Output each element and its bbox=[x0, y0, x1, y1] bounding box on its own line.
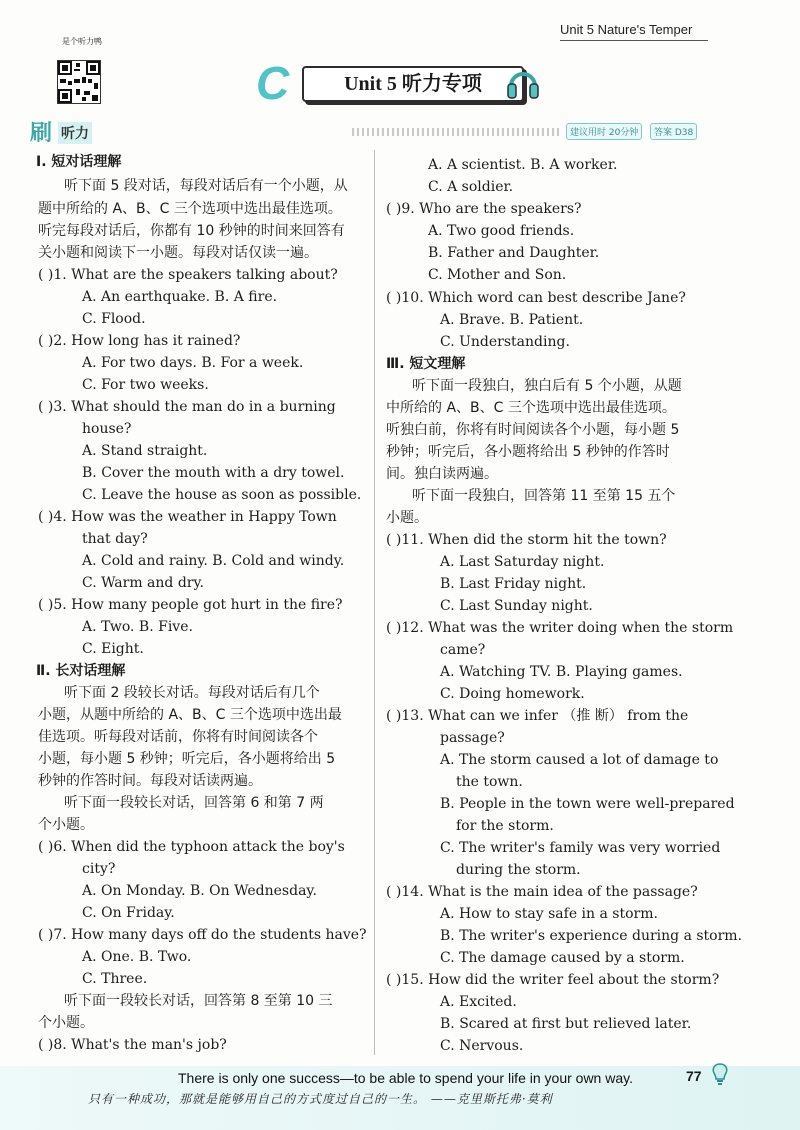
answer-option: B. Cover the mouth with a dry towel. bbox=[82, 465, 345, 481]
brush-logo: 刷 bbox=[30, 121, 53, 146]
answer-option: C. Eight. bbox=[82, 641, 144, 657]
instruction-line: 听完每段对话后，你都有 10 秒钟的时间来回答有 bbox=[38, 223, 345, 239]
question-stem: ( )13. What can we infer （推 断） from the bbox=[386, 708, 689, 724]
question-stem: ( )6. When did the typhoon attack the boy's bbox=[38, 839, 345, 855]
answer-option: C. Last Sunday night. bbox=[440, 598, 593, 614]
question-stem: ( )10. Which word can best describe Jane? bbox=[386, 290, 686, 306]
answer-option: A. For two days. B. For a week. bbox=[82, 355, 304, 371]
answer-option: C. Three. bbox=[82, 971, 148, 987]
answer-option: A. How to stay safe in a storm. bbox=[440, 906, 658, 922]
answer-option: C. For two weeks. bbox=[82, 377, 209, 393]
decorative-stripe bbox=[352, 128, 562, 136]
instruction-line: 听下面一段独白，独白后有 5 个小题，从题 bbox=[412, 378, 682, 394]
instruction-line: 小题，从题中所给的 A、B、C 三个选项中选出最 bbox=[38, 707, 342, 723]
banner-letter: C bbox=[256, 57, 290, 109]
text-line: passage? bbox=[440, 730, 505, 746]
answer-option: A. Two. B. Five. bbox=[82, 619, 193, 635]
answer-option: A. Watching TV. B. Playing games. bbox=[440, 664, 683, 680]
answer-option: A. On Monday. B. On Wednesday. bbox=[82, 883, 317, 899]
unit-title-banner bbox=[256, 57, 536, 109]
instruction-line: 听下面一段较长对话，回答第 6 和第 7 两 bbox=[64, 795, 324, 811]
answer-page-tag: 答案 D38 bbox=[650, 123, 697, 140]
answer-option: A. Last Saturday night. bbox=[440, 554, 605, 570]
question-stem: ( )14. What is the main idea of the passage? bbox=[386, 884, 698, 900]
instruction-line: 秒钟；听完后，各小题将给出 5 秒钟的作答时 bbox=[386, 444, 670, 460]
instruction-line: 听独白前，你将有时间阅读各个小题，每小题 5 bbox=[386, 422, 680, 438]
question-stem: ( )11. When did the storm hit the town? bbox=[386, 532, 667, 548]
question-stem: ( )8. What's the man's job? bbox=[38, 1037, 227, 1053]
text-line: during the storm. bbox=[456, 862, 581, 878]
instruction-line: 佳选项。听每段对话前，你将有时间阅读各个 bbox=[38, 729, 318, 745]
section-heading: Ⅰ. 短对话理解 bbox=[36, 154, 122, 170]
instruction-line: 间。独白读两遍。 bbox=[386, 466, 498, 482]
instruction-line: 关小题和阅读下一小题。每段对话仅读一遍。 bbox=[38, 245, 318, 261]
answer-option: A. A scientist. B. A worker. bbox=[428, 157, 618, 173]
answer-option: A. The storm caused a lot of damage to bbox=[440, 752, 719, 768]
instruction-line: 听下面一段较长对话，回答第 8 至第 10 三 bbox=[64, 993, 333, 1009]
page-number: 77 bbox=[686, 1068, 702, 1084]
text-line: city? bbox=[82, 861, 116, 877]
section-tag-listening: 听力 bbox=[58, 122, 92, 144]
answer-option: C. On Friday. bbox=[82, 905, 175, 921]
answer-option: B. The writer's experience during a storm. bbox=[440, 928, 743, 944]
question-stem: ( )12. What was the writer doing when the storm bbox=[386, 620, 734, 636]
question-stem: ( )5. How many people got hurt in the fire? bbox=[38, 597, 343, 613]
unit-running-head: Unit 5 Nature's Temper bbox=[560, 22, 693, 37]
instruction-line: 中所给的 A、B、C 三个选项中选出最佳选项。 bbox=[386, 400, 676, 416]
answer-option: C. Nervous. bbox=[440, 1038, 524, 1054]
header-rule bbox=[560, 40, 708, 41]
question-stem: ( )2. How long has it rained? bbox=[38, 333, 241, 349]
instruction-line: 听下面一段独白，回答第 11 至第 15 五个 bbox=[412, 488, 676, 504]
answer-option: C. Mother and Son. bbox=[428, 267, 567, 283]
footer-quote-chinese: 只有一种成功，那就是能够用自己的方式度过自己的一生。 ——克里斯托弗·莫利 bbox=[88, 1092, 553, 1106]
page-title: Unit 5 听力专项 bbox=[302, 66, 524, 102]
qr-label: 是个听力鸭 bbox=[62, 37, 102, 46]
question-stem: ( )3. What should the man do in a burning bbox=[38, 399, 336, 415]
instruction-line: 听下面 5 段对话，每段对话后有一个小题，从 bbox=[64, 178, 348, 194]
section-heading: Ⅲ. 短文理解 bbox=[386, 356, 466, 372]
answer-option: C. Doing homework. bbox=[440, 686, 585, 702]
answer-option: C. Leave the house as soon as possible. bbox=[82, 487, 362, 503]
instruction-line: 个小题。 bbox=[38, 1015, 94, 1031]
answer-option: A. Cold and rainy. B. Cold and windy. bbox=[82, 553, 345, 569]
answer-option: C. The damage caused by a storm. bbox=[440, 950, 685, 966]
instruction-line: 个小题。 bbox=[38, 817, 94, 833]
answer-option: B. People in the town were well-prepared bbox=[440, 796, 735, 812]
instruction-line: 小题，每小题 5 秒钟；听完后，各小题将给出 5 bbox=[38, 751, 336, 767]
qr-code-icon[interactable] bbox=[57, 60, 101, 104]
question-stem: ( )4. How was the weather in Happy Town bbox=[38, 509, 337, 525]
answer-option: A. Excited. bbox=[440, 994, 517, 1010]
answer-option: A. One. B. Two. bbox=[82, 949, 192, 965]
answer-option: B. Father and Daughter. bbox=[428, 245, 600, 261]
answer-option: A. Brave. B. Patient. bbox=[440, 312, 584, 328]
section-heading: Ⅱ. 长对话理解 bbox=[36, 663, 126, 679]
answer-option: A. Two good friends. bbox=[428, 223, 575, 239]
answer-option: A. An earthquake. B. A fire. bbox=[82, 289, 278, 305]
instruction-line: 题中所给的 A、B、C 三个选项中选出最佳选项。 bbox=[38, 201, 342, 217]
answer-option: C. Warm and dry. bbox=[82, 575, 204, 591]
text-line: came? bbox=[440, 642, 486, 658]
question-stem: ( )15. How did the writer feel about the storm? bbox=[386, 972, 720, 988]
answer-option: B. Scared at first but relieved later. bbox=[440, 1016, 692, 1032]
instruction-line: 秒钟的作答时间。每段对话读两遍。 bbox=[38, 773, 262, 789]
answer-option: A. Stand straight. bbox=[82, 443, 208, 459]
answer-option: C. Flood. bbox=[82, 311, 146, 327]
answer-option: C. A soldier. bbox=[428, 179, 514, 195]
text-line: house? bbox=[82, 421, 132, 437]
text-line: the town. bbox=[456, 774, 523, 790]
suggested-time-tag: 建议用时 20分钟 bbox=[566, 123, 642, 140]
answer-option: B. Last Friday night. bbox=[440, 576, 587, 592]
question-stem: ( )1. What are the speakers talking about? bbox=[38, 267, 338, 283]
text-line: for the storm. bbox=[456, 818, 554, 834]
headphones-icon bbox=[506, 62, 540, 102]
instruction-line: 听下面 2 段较长对话。每段对话后有几个 bbox=[64, 685, 320, 701]
text-line: that day? bbox=[82, 531, 148, 547]
answer-option: C. The writer's family was very worried bbox=[440, 840, 721, 856]
lightbulb-icon bbox=[710, 1062, 730, 1086]
instruction-line: 小题。 bbox=[386, 510, 428, 526]
answer-option: C. Understanding. bbox=[440, 334, 570, 350]
question-stem: ( )9. Who are the speakers? bbox=[386, 201, 582, 217]
question-stem: ( )7. How many days off do the students have? bbox=[38, 927, 367, 943]
column-divider bbox=[374, 150, 375, 1055]
footer-quote-english: There is only one success—to be able to spend your life in your own way. bbox=[178, 1070, 633, 1086]
